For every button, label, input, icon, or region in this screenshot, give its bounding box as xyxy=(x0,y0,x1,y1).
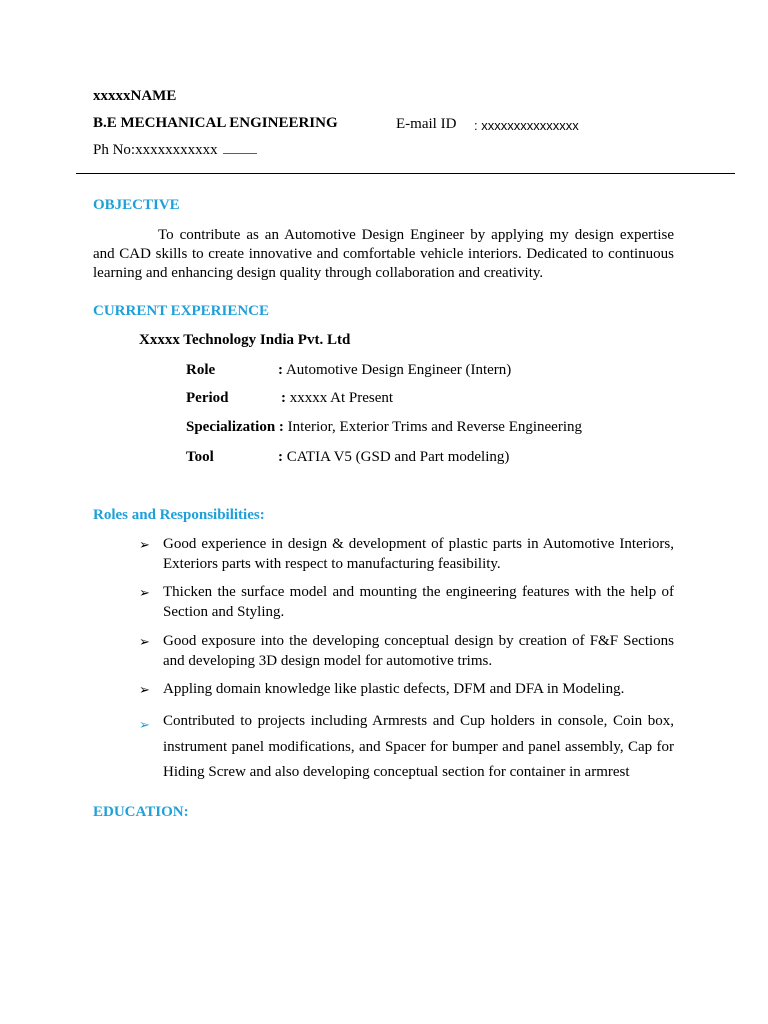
experience-row-tool xyxy=(186,449,509,466)
bullet-arrow-icon: ➢ xyxy=(139,717,150,732)
tool-value: CATIA V5 (GSD and Part modeling) xyxy=(286,449,510,465)
specialization-label: Specialization xyxy=(186,419,276,435)
role-sep: : xyxy=(278,362,283,378)
specialization-value: Interior, Exterior Trims and Reverse Engineering xyxy=(287,419,583,435)
list-item-text: Contributed to projects including Armrests and Cup holders in console, Coin box, instrument panel modifications, and Spacer for bumper and panel assembly, Cap for Hiding Screw and also developing conceptual section for container in armrest xyxy=(163,713,674,780)
bullet-arrow-icon: ➢ xyxy=(139,537,150,552)
phone-line xyxy=(93,142,257,159)
list-item xyxy=(139,632,674,671)
list-item-text: Appling domain knowledge like plastic defects, DFM and DFA in Modeling. xyxy=(163,681,625,697)
company-name: Xxxxx Technology India Pvt. Ltd xyxy=(139,332,351,348)
education-heading: EDUCATION: xyxy=(93,804,189,820)
experience-row-role xyxy=(186,362,511,379)
experience-row-period xyxy=(186,390,393,407)
list-item-text: Good experience in design & development of plastic parts in Automotive Interiors, Exteriors parts with respect to manufacturing feasibility. xyxy=(163,536,674,572)
phone-number: Ph No:xxxxxxxxxxx xyxy=(93,142,218,158)
objective-text: To contribute as an Automotive Design Engineer by applying my design expertise and CAD skills to create innovative and comfortable vehicle interiors. Dedicated to continuous learning and enhancing design quality through collaboration and creativity. xyxy=(93,227,674,281)
role-label: Role xyxy=(186,362,216,378)
tool-sep: : xyxy=(278,449,283,465)
experience-heading: CURRENT EXPERIENCE xyxy=(93,303,270,319)
header-divider xyxy=(76,173,735,174)
degree: B.E MECHANICAL ENGINEERING xyxy=(93,115,338,131)
list-item xyxy=(139,583,674,622)
role-value: Automotive Design Engineer (Intern) xyxy=(285,362,512,378)
bullet-arrow-icon: ➢ xyxy=(139,634,150,649)
period-sep: : xyxy=(281,390,286,406)
objective-heading: OBJECTIVE xyxy=(93,197,180,213)
email-label: E-mail ID xyxy=(396,116,457,132)
candidate-name: xxxxxNAME xyxy=(93,88,177,104)
experience-row-specialization xyxy=(186,419,582,436)
list-item xyxy=(139,709,674,786)
email-value: : xxxxxxxxxxxxxxx xyxy=(474,118,579,133)
list-item xyxy=(139,680,674,700)
period-label: Period xyxy=(186,390,229,406)
period-value: xxxxx At Present xyxy=(289,390,394,406)
roles-heading: Roles and Responsibilities: xyxy=(93,507,265,523)
list-item xyxy=(139,535,674,574)
phone-underline xyxy=(223,152,257,154)
list-item-text: Good exposure into the developing conceptual design by creation of F&F Sections and developing 3D design model for automotive trims. xyxy=(163,633,674,669)
tool-label: Tool xyxy=(186,449,214,465)
bullet-arrow-icon: ➢ xyxy=(139,682,150,697)
bullet-arrow-icon: ➢ xyxy=(139,585,150,600)
list-item-text: Thicken the surface model and mounting the engineering features with the help of Section and Styling. xyxy=(163,584,674,620)
specialization-sep: : xyxy=(278,419,284,435)
